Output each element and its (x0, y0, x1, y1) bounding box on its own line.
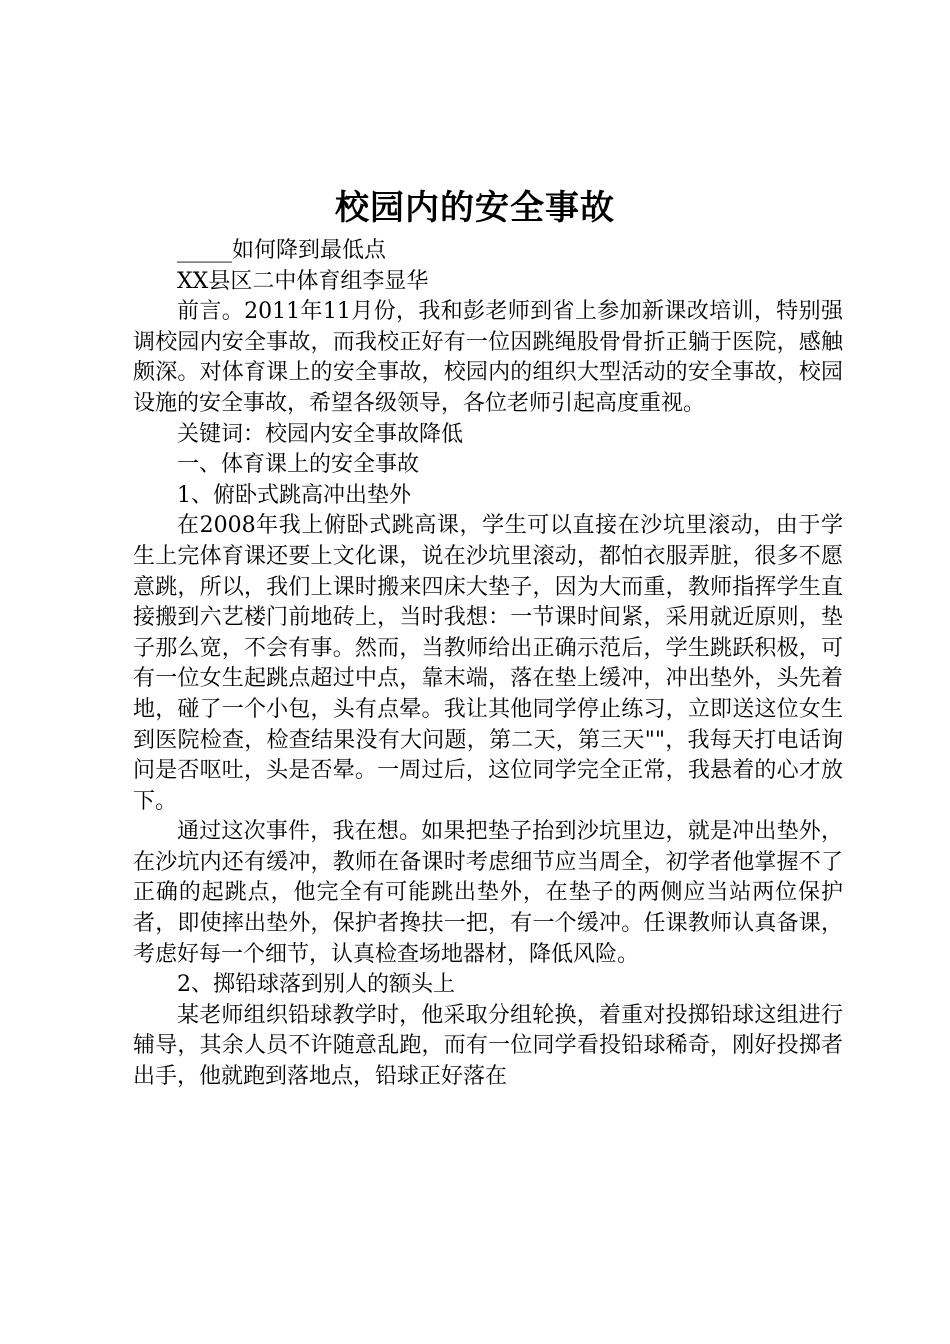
body-paragraph: 某老师组织铅球教学时，他采取分组轮换，着重对投掷铅球这组进行辅导，其余人员不许随意乱跑，而有一位同学看投铅球稀奇，刚好投掷者出手，他就跑到落地点，铅球正好落在 (133, 1002, 843, 1090)
document-body (133, 236, 843, 1093)
subsection-heading-2: 2、掷铅球落到别人的额头上 (177, 972, 455, 998)
body-paragraph: 通过这次事件，我在想。如果把垫子抬到沙坑里边，就是冲出垫外，在沙坑内还有缓冲，教师在备课时考虑细节应当周全，初学者他掌握不了正确的起跳点，他完全有可能跳出垫外，在垫子的两侧应当站两位保护者，即使摔出垫外，保护者搀扶一把，有一个缓冲。任课教师认真备课，考虑好每一个细节，认真检查场地器材，降低风险。 (133, 819, 843, 967)
body-paragraph: 在2008年我上俯卧式跳高课，学生可以直接在沙坑里滚动，由于学生上完体育课还要上文化课，说在沙坑里滚动，都怕衣服弄脏，很多不愿意跳，所以，我们上课时搬来四床大垫子，因为大而重，教师指挥学生直接搬到六艺楼门前地砖上，当时我想：一节课时间紧，采用就近原则，垫子那么宽，不会有事。然而，当教师给出正确示范后，学生跳跃积极，可有一位女生起跳点超过中点，靠末端，落在垫上缓冲，冲出垫外，头先着地，碰了一个小包，头有点晕。我让其他同学停止练习，立即送这位女生到医院检查，检查结果没有大问题，第二天，第三天""，我每天打电话询问是否呕吐，头是否晕。一周过后，这位同学完全正常，我悬着的心才放下。 (133, 513, 843, 814)
preface-paragraph: 前言。2011年11月份，我和彭老师到省上参加新课改培训，特别强调校园内安全事故，而我校正好有一位因跳绳股骨骨折正躺于医院，感触颇深。对体育课上的安全事故，校园内的组织大型活动的安全事故，校园设施的安全事故，希望各级领导，各位老师引起高度重视。 (133, 299, 843, 416)
author-line: XX县区二中体育组李显华 (177, 268, 429, 294)
keywords-line: 关键词：校园内安全事故降低 (177, 421, 464, 447)
subtitle-line: _____如何降到最低点 (177, 238, 387, 263)
document-title: 校园内的安全事故 (335, 188, 615, 228)
section-heading-1: 一、体育课上的安全事故 (177, 452, 420, 478)
subsection-heading-1: 1、俯卧式跳高冲出垫外 (177, 482, 411, 508)
